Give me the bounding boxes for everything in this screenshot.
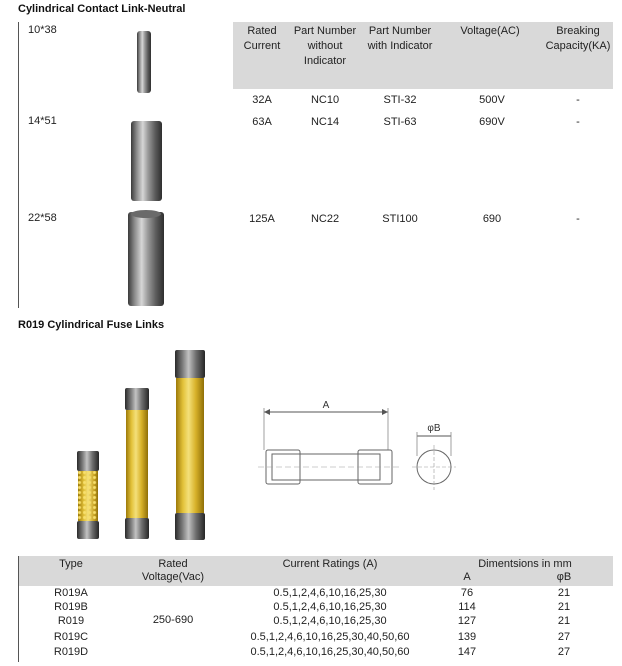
row2-voltage: 690V	[479, 116, 505, 128]
contact-link-14x51-image	[131, 121, 162, 201]
r019b-type: R019B	[54, 601, 88, 613]
contact-link-22x58-opening	[131, 210, 161, 218]
medium-fuse-top-cap	[125, 388, 149, 410]
row3-part-with: STI100	[382, 213, 418, 225]
row3-part-without: NC22	[310, 213, 340, 225]
r019-ratings: 0.5,1,2,4,6,10,16,25,30	[273, 615, 387, 627]
left-border-line	[18, 22, 19, 308]
r019d-dim-a: 147	[457, 646, 477, 658]
row1-breaking: -	[576, 94, 580, 106]
header-rated-voltage: Rated Voltage(Vac)	[141, 558, 205, 583]
header-dim-a: A	[463, 571, 471, 583]
r019b-ratings: 0.5,1,2,4,6,10,16,25,30	[273, 601, 387, 613]
r019a-dim-a: 76	[460, 587, 474, 599]
size-label-2: 14*51	[28, 115, 57, 127]
large-fuse-bottom-cap	[175, 513, 205, 540]
r019a-type: R019A	[54, 587, 88, 599]
r019a-ratings: 0.5,1,2,4,6,10,16,25,30	[273, 587, 387, 599]
row1-current: 32A	[252, 94, 272, 106]
table2-left-border	[18, 556, 19, 662]
row2-part-without: NC14	[310, 116, 340, 128]
r019c-ratings: 0.5,1,2,4,6,10,16,25,30,40,50,60	[250, 631, 410, 643]
medium-fuse-bottom-cap	[125, 518, 149, 539]
header-breaking-capacity: Breaking Capacity(KA)	[545, 25, 611, 52]
large-fuse-top-cap	[175, 350, 205, 378]
header-dimensions: Dimentsions in mm	[478, 558, 572, 570]
row1-part-with: STI-32	[383, 94, 417, 106]
row1-voltage: 500V	[479, 94, 505, 106]
row2-part-with: STI-63	[383, 116, 417, 128]
row3-breaking: -	[576, 213, 580, 225]
r019b-dim-a: 114	[458, 601, 476, 613]
row1-part-without: NC10	[310, 94, 340, 106]
row2-current: 63A	[252, 116, 272, 128]
section2-title: R019 Cylindrical Fuse Links	[18, 319, 165, 331]
dimension-a-label: A	[322, 400, 330, 411]
header-dim-b: φB	[556, 571, 572, 583]
large-fuse-body	[176, 378, 204, 513]
r019b-dim-b: 21	[557, 601, 571, 613]
r019a-dim-b: 21	[557, 587, 571, 599]
contact-link-22x58-image	[128, 212, 164, 306]
row3-voltage: 690	[482, 213, 502, 225]
size-label-1: 10*38	[28, 24, 57, 36]
r019-dim-b: 21	[557, 615, 571, 627]
small-fuse-bottom-cap	[77, 521, 99, 539]
small-fuse-top-cap	[77, 451, 99, 471]
r019c-type: R019C	[53, 631, 89, 643]
r019c-dim-a: 139	[457, 631, 477, 643]
dimension-b-label: φB	[427, 423, 441, 434]
section1-title: Cylindrical Contact Link-Neutral	[18, 3, 186, 15]
header-type: Type	[59, 558, 83, 570]
contact-link-10x38-image	[137, 31, 151, 93]
small-fuse-body	[78, 471, 98, 521]
fuse-dimension-drawing	[258, 390, 468, 500]
row3-current: 125A	[249, 213, 275, 225]
rated-voltage-value: 250-690	[152, 614, 194, 626]
row2-breaking: -	[576, 116, 580, 128]
header-part-without-indicator: Part Number without Indicator	[293, 25, 357, 67]
r019d-dim-b: 27	[557, 646, 571, 658]
r019-type: R019	[57, 615, 85, 627]
header-part-with-indicator: Part Number with Indicator	[367, 25, 433, 52]
r019c-dim-b: 27	[557, 631, 571, 643]
header-voltage: Voltage(AC)	[460, 25, 520, 37]
r019-dim-a: 127	[457, 615, 477, 627]
r019d-ratings: 0.5,1,2,4,6,10,16,25,30,40,50,60	[250, 646, 410, 658]
medium-fuse-body	[126, 410, 148, 518]
header-current-ratings: Current Ratings (A)	[282, 558, 378, 570]
size-label-3: 22*58	[28, 212, 57, 224]
header-rated-current: Rated Current	[243, 25, 281, 52]
r019d-type: R019D	[53, 646, 89, 658]
